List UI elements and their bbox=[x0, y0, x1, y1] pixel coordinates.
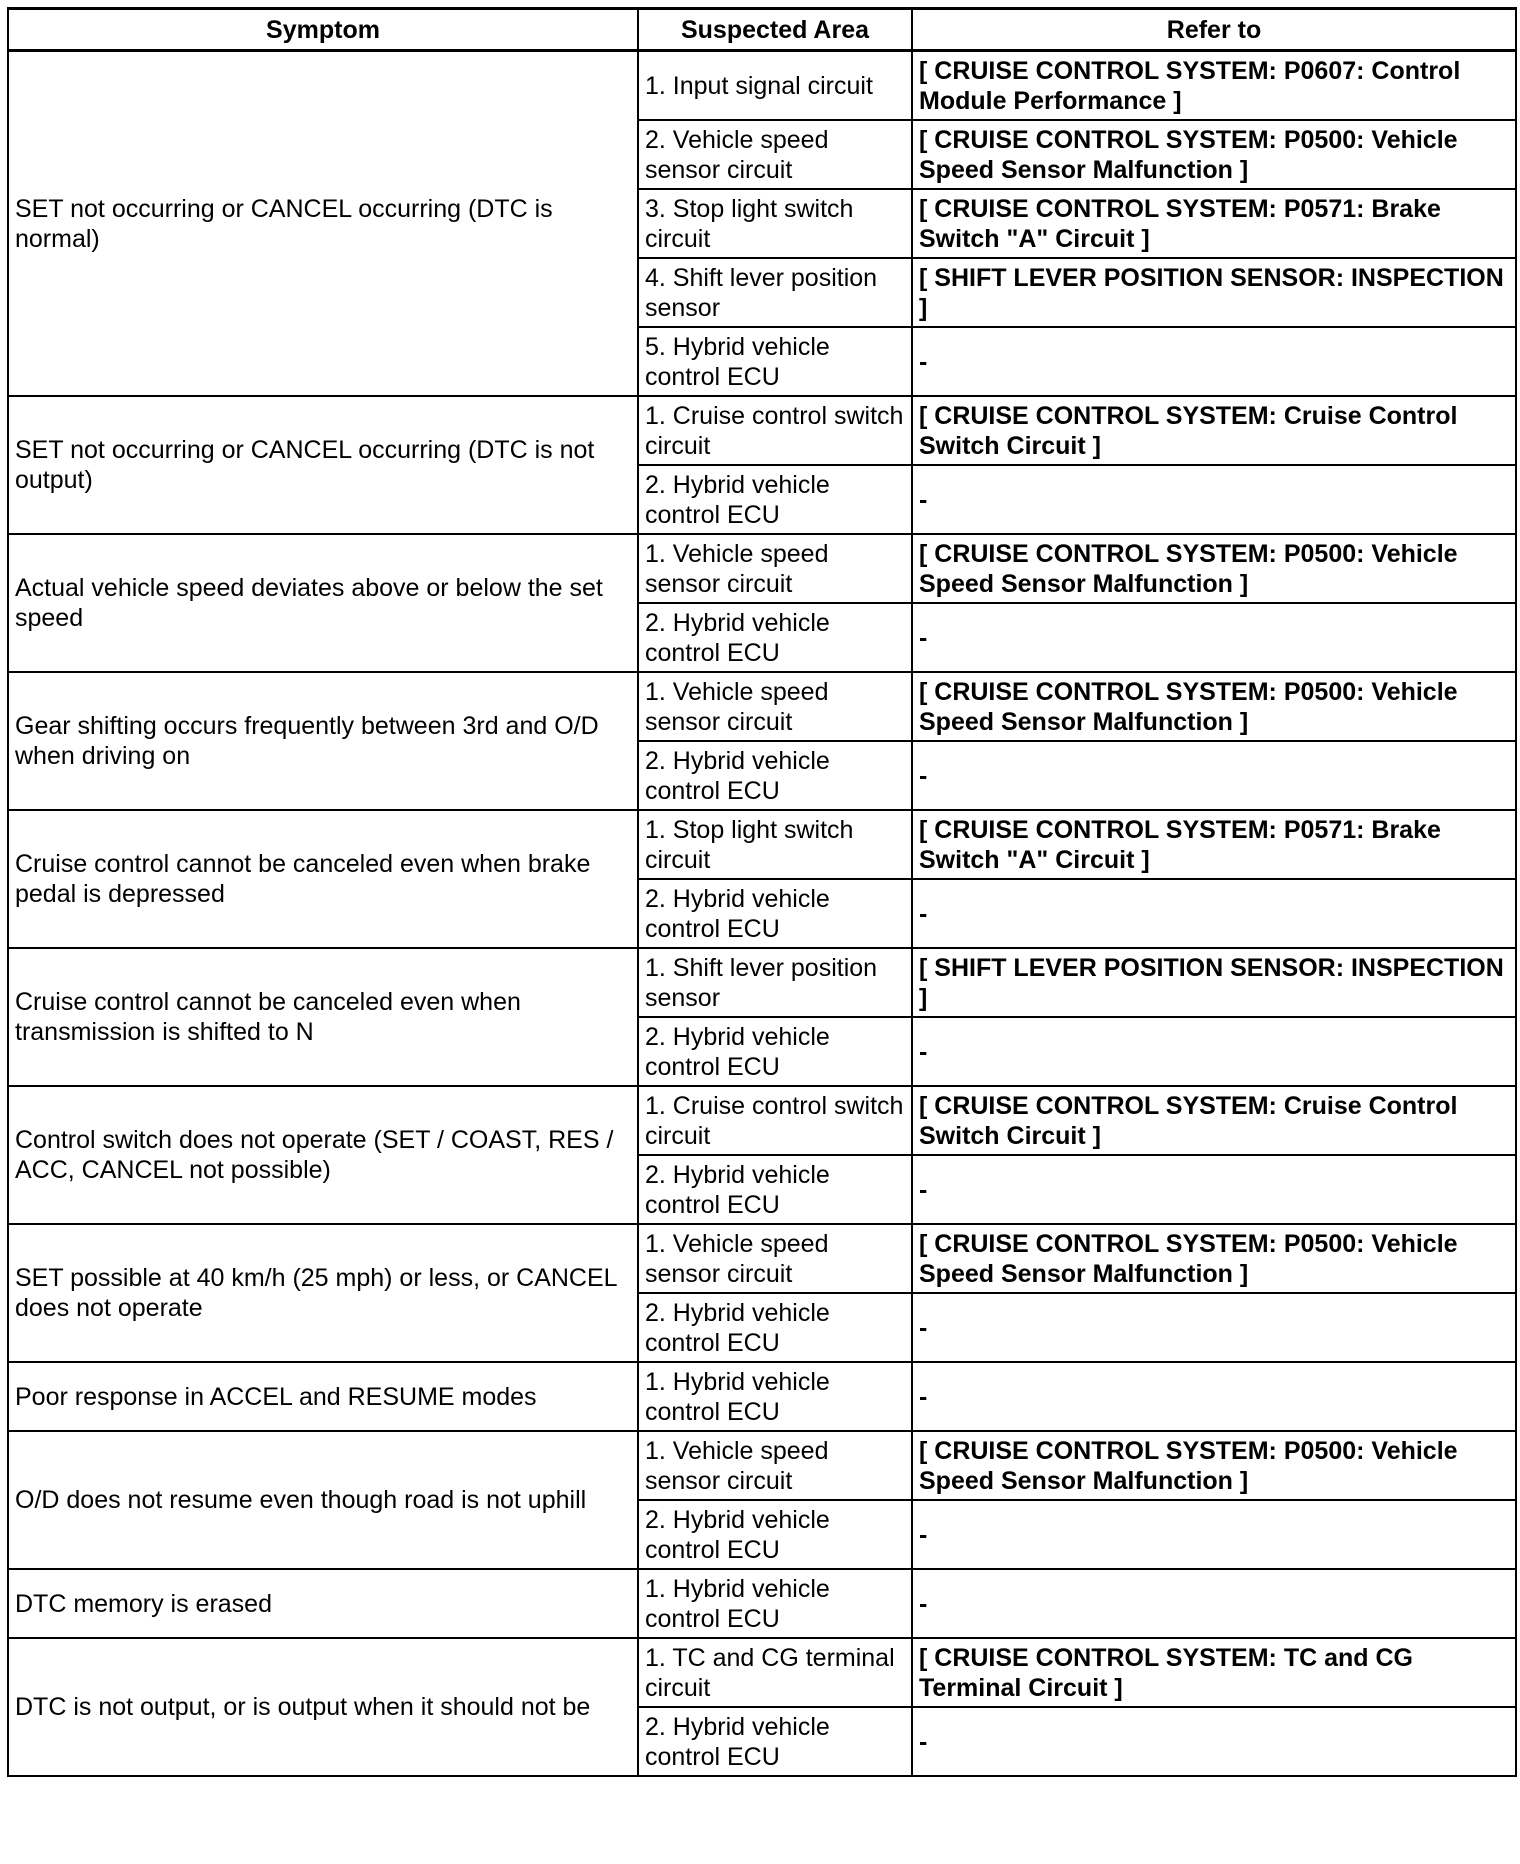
suspected-area-cell: 2. Hybrid vehicle control ECU bbox=[638, 1155, 912, 1224]
refer-to-cell: - bbox=[912, 1293, 1516, 1362]
table-row bbox=[8, 1086, 1516, 1155]
suspected-area-cell: 1. Vehicle speed sensor circuit bbox=[638, 672, 912, 741]
refer-to-cell: - bbox=[912, 1707, 1516, 1776]
refer-to-cell: [ CRUISE CONTROL SYSTEM: P0500: Vehicle Speed Sensor Malfunction ] bbox=[912, 672, 1516, 741]
suspected-area-cell: 2. Hybrid vehicle control ECU bbox=[638, 1017, 912, 1086]
suspected-area-cell: 2. Hybrid vehicle control ECU bbox=[638, 603, 912, 672]
refer-to-cell: [ CRUISE CONTROL SYSTEM: P0500: Vehicle Speed Sensor Malfunction ] bbox=[912, 120, 1516, 189]
table-row bbox=[8, 51, 1516, 121]
suspected-area-cell: 1. Input signal circuit bbox=[638, 51, 912, 121]
table-row bbox=[8, 1431, 1516, 1500]
refer-to-cell: [ CRUISE CONTROL SYSTEM: TC and CG Terminal Circuit ] bbox=[912, 1638, 1516, 1707]
refer-to-cell: [ CRUISE CONTROL SYSTEM: Cruise Control Switch Circuit ] bbox=[912, 396, 1516, 465]
refer-to-cell: [ CRUISE CONTROL SYSTEM: P0607: Control Module Performance ] bbox=[912, 51, 1516, 121]
suspected-area-cell: 4. Shift lever position sensor bbox=[638, 258, 912, 327]
refer-to-cell: [ SHIFT LEVER POSITION SENSOR: INSPECTION ] bbox=[912, 948, 1516, 1017]
suspected-area-cell: 1. Vehicle speed sensor circuit bbox=[638, 534, 912, 603]
refer-to-cell: - bbox=[912, 879, 1516, 948]
header-symptom: Symptom bbox=[8, 9, 638, 51]
refer-to-cell: - bbox=[912, 603, 1516, 672]
suspected-area-cell: 2. Hybrid vehicle control ECU bbox=[638, 465, 912, 534]
symptom-cell: SET not occurring or CANCEL occurring (DTC is not output) bbox=[8, 396, 638, 534]
refer-to-cell: [ SHIFT LEVER POSITION SENSOR: INSPECTION ] bbox=[912, 258, 1516, 327]
symptom-cell: Poor response in ACCEL and RESUME modes bbox=[8, 1362, 638, 1431]
symptom-cell: Control switch does not operate (SET / COAST, RES / ACC, CANCEL not possible) bbox=[8, 1086, 638, 1224]
symptom-cell: Cruise control cannot be canceled even when transmission is shifted to N bbox=[8, 948, 638, 1086]
refer-to-cell: - bbox=[912, 327, 1516, 396]
suspected-area-cell: 1. Hybrid vehicle control ECU bbox=[638, 1569, 912, 1638]
refer-to-cell: - bbox=[912, 1500, 1516, 1569]
header-row bbox=[8, 9, 1516, 51]
table-row bbox=[8, 396, 1516, 465]
symptom-cell: O/D does not resume even though road is not uphill bbox=[8, 1431, 638, 1569]
symptom-cell: DTC memory is erased bbox=[8, 1569, 638, 1638]
symptom-cell: SET not occurring or CANCEL occurring (DTC is normal) bbox=[8, 51, 638, 397]
suspected-area-cell: 2. Hybrid vehicle control ECU bbox=[638, 1293, 912, 1362]
table-row bbox=[8, 1638, 1516, 1707]
refer-to-cell: - bbox=[912, 1569, 1516, 1638]
suspected-area-cell: 1. Stop light switch circuit bbox=[638, 810, 912, 879]
problem-symptoms-table bbox=[7, 7, 1517, 1777]
refer-to-cell: [ CRUISE CONTROL SYSTEM: P0571: Brake Switch "A" Circuit ] bbox=[912, 810, 1516, 879]
suspected-area-cell: 2. Vehicle speed sensor circuit bbox=[638, 120, 912, 189]
suspected-area-cell: 1. Shift lever position sensor bbox=[638, 948, 912, 1017]
symptom-cell: SET possible at 40 km/h (25 mph) or less, or CANCEL does not operate bbox=[8, 1224, 638, 1362]
suspected-area-cell: 1. TC and CG terminal circuit bbox=[638, 1638, 912, 1707]
suspected-area-cell: 1. Hybrid vehicle control ECU bbox=[638, 1362, 912, 1431]
suspected-area-cell: 2. Hybrid vehicle control ECU bbox=[638, 1500, 912, 1569]
refer-to-cell: [ CRUISE CONTROL SYSTEM: P0571: Brake Switch "A" Circuit ] bbox=[912, 189, 1516, 258]
table-row bbox=[8, 1569, 1516, 1638]
suspected-area-cell: 3. Stop light switch circuit bbox=[638, 189, 912, 258]
header-suspected-area: Suspected Area bbox=[638, 9, 912, 51]
refer-to-cell: [ CRUISE CONTROL SYSTEM: P0500: Vehicle Speed Sensor Malfunction ] bbox=[912, 1431, 1516, 1500]
refer-to-cell: [ CRUISE CONTROL SYSTEM: P0500: Vehicle Speed Sensor Malfunction ] bbox=[912, 1224, 1516, 1293]
suspected-area-cell: 1. Vehicle speed sensor circuit bbox=[638, 1224, 912, 1293]
table-row bbox=[8, 534, 1516, 603]
header-refer-to: Refer to bbox=[912, 9, 1516, 51]
table-row bbox=[8, 672, 1516, 741]
refer-to-cell: - bbox=[912, 741, 1516, 810]
suspected-area-cell: 1. Cruise control switch circuit bbox=[638, 1086, 912, 1155]
suspected-area-cell: 1. Vehicle speed sensor circuit bbox=[638, 1431, 912, 1500]
refer-to-cell: - bbox=[912, 1362, 1516, 1431]
suspected-area-cell: 5. Hybrid vehicle control ECU bbox=[638, 327, 912, 396]
symptom-cell: Actual vehicle speed deviates above or below the set speed bbox=[8, 534, 638, 672]
refer-to-cell: [ CRUISE CONTROL SYSTEM: P0500: Vehicle Speed Sensor Malfunction ] bbox=[912, 534, 1516, 603]
symptom-cell: Gear shifting occurs frequently between 3rd and O/D when driving on bbox=[8, 672, 638, 810]
suspected-area-cell: 1. Cruise control switch circuit bbox=[638, 396, 912, 465]
table-row bbox=[8, 810, 1516, 879]
symptom-cell: DTC is not output, or is output when it should not be bbox=[8, 1638, 638, 1776]
suspected-area-cell: 2. Hybrid vehicle control ECU bbox=[638, 879, 912, 948]
refer-to-cell: - bbox=[912, 465, 1516, 534]
suspected-area-cell: 2. Hybrid vehicle control ECU bbox=[638, 741, 912, 810]
table-body bbox=[8, 51, 1516, 1777]
symptom-cell: Cruise control cannot be canceled even when brake pedal is depressed bbox=[8, 810, 638, 948]
refer-to-cell: [ CRUISE CONTROL SYSTEM: Cruise Control Switch Circuit ] bbox=[912, 1086, 1516, 1155]
table-row bbox=[8, 1362, 1516, 1431]
refer-to-cell: - bbox=[912, 1017, 1516, 1086]
suspected-area-cell: 2. Hybrid vehicle control ECU bbox=[638, 1707, 912, 1776]
table-row bbox=[8, 1224, 1516, 1293]
refer-to-cell: - bbox=[912, 1155, 1516, 1224]
table-row bbox=[8, 948, 1516, 1017]
